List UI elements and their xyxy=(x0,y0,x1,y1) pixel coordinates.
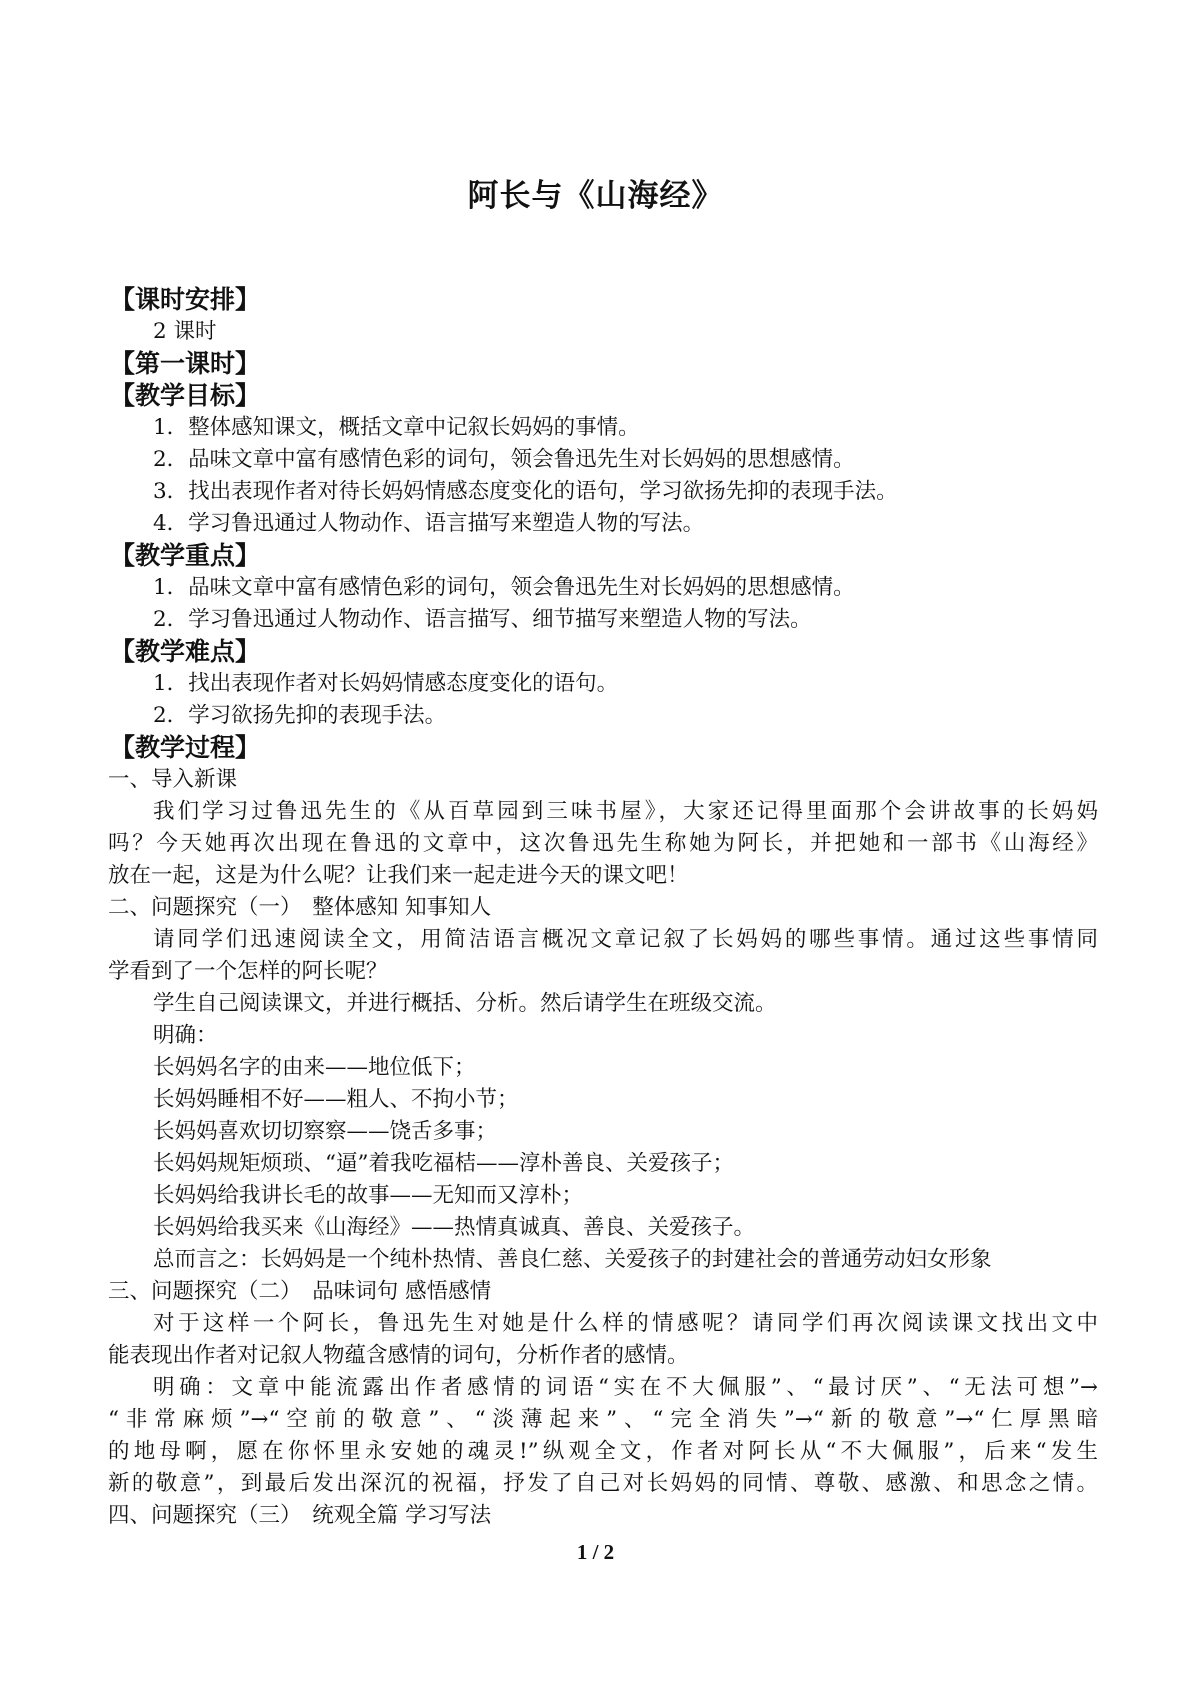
section-heading: 二、问题探究（一） 整体感知 知事知人 xyxy=(108,895,492,920)
goal-item: 2．品味文章中富有感情色彩的词句，领会鲁迅先生对长妈妈的思想感情。 xyxy=(153,447,855,472)
section-heading: 三、问题探究（二） 品味词句 感悟感情 xyxy=(108,1279,492,1304)
difficulty-item: 1．找出表现作者对长妈妈情感态度变化的语句。 xyxy=(153,671,619,696)
section-heading: 一、导入新课 xyxy=(108,767,238,792)
heading-difficulties: 【教学难点】 xyxy=(110,637,261,666)
paragraph-line: 吗？今天她再次出现在鲁迅的文章中，这次鲁迅先生称她为阿长，并把她和一部书《山海经》 xyxy=(108,831,1098,856)
heading-first-lesson: 【第一课时】 xyxy=(110,349,261,378)
heading-schedule: 【课时安排】 xyxy=(110,285,261,314)
paragraph-line: 总而言之：长妈妈是一个纯朴热情、善良仁慈、关爱孩子的封建社会的普通劳动妇女形象 xyxy=(153,1247,992,1272)
paragraph-line: 学看到了一个怎样的阿长呢？ xyxy=(108,959,388,984)
section-heading: 四、问题探究（三） 统观全篇 学习写法 xyxy=(108,1503,492,1528)
goal-item: 3．找出表现作者对待长妈妈情感态度变化的语句，学习欲扬先抑的表现手法。 xyxy=(153,479,898,504)
list-item: 长妈妈规矩烦琐、“逼”着我吃福桔——淳朴善良、关爱孩子； xyxy=(153,1151,734,1176)
list-item: 长妈妈喜欢切切察察——饶舌多事； xyxy=(153,1119,498,1144)
heading-goals: 【教学目标】 xyxy=(110,381,261,410)
heading-process: 【教学过程】 xyxy=(110,733,261,762)
paragraph-line: 明确： xyxy=(153,1023,218,1048)
document-title: 阿长与《山海经》 xyxy=(467,178,724,214)
key-item: 1．品味文章中富有感情色彩的词句，领会鲁迅先生对长妈妈的思想感情。 xyxy=(153,575,855,600)
paragraph: 2 课时 xyxy=(153,319,217,344)
page-number: 1 / 2 xyxy=(576,1540,615,1564)
difficulty-item: 2．学习欲扬先抑的表现手法。 xyxy=(153,703,447,728)
list-item: 长妈妈名字的由来——地位低下； xyxy=(153,1055,476,1080)
paragraph-line: 新的敬意”，到最后发出深沉的祝福，抒发了自己对长妈妈的同情、尊敬、感激、和思念之情。 xyxy=(108,1471,1098,1496)
paragraph-line: 学生自己阅读课文，并进行概括、分析。然后请学生在班级交流。 xyxy=(153,991,777,1016)
heading-key-points: 【教学重点】 xyxy=(110,541,261,570)
paragraph-line: 对于这样一个阿长，鲁迅先生对她是什么样的情感呢？请同学们再次阅读课文找出文中 xyxy=(153,1311,1098,1336)
goal-item: 1．整体感知课文，概括文章中记叙长妈妈的事情。 xyxy=(153,415,640,440)
list-item: 长妈妈睡相不好——粗人、不拘小节； xyxy=(153,1087,519,1112)
paragraph-line: 请同学们迅速阅读全文，用简洁语言概况文章记叙了长妈妈的哪些事情。通过这些事情同 xyxy=(153,927,1098,952)
paragraph-line: 的地母啊，愿在你怀里永安她的魂灵!”纵观全文，作者对阿长从“不大佩服”，后来“发生 xyxy=(108,1439,1098,1464)
goal-item: 4．学习鲁迅通过人物动作、语言描写来塑造人物的写法。 xyxy=(153,511,705,536)
list-item: 长妈妈给我讲长毛的故事——无知而又淳朴； xyxy=(153,1183,584,1208)
list-item: 长妈妈给我买来《山海经》——热情真诚真、善良、关爱孩子。 xyxy=(153,1215,756,1240)
paragraph-line: 明确：文章中能流露出作者感情的词语“实在不大佩服”、“最讨厌”、“无法可想”→ xyxy=(153,1375,1098,1400)
paragraph-line: 能表现出作者对记叙人物蕴含感情的词句，分析作者的感情。 xyxy=(108,1343,689,1368)
paragraph-line: 我们学习过鲁迅先生的《从百草园到三味书屋》，大家还记得里面那个会讲故事的长妈妈 xyxy=(153,799,1098,824)
paragraph-line: “非常麻烦”→“空前的敬意”、“淡薄起来”、“完全消失”→“新的敬意”→“仁厚黑暗 xyxy=(108,1407,1098,1432)
paragraph-line: 放在一起，这是为什么呢？让我们来一起走进今天的课文吧！ xyxy=(108,863,689,888)
document-body xyxy=(108,284,1098,1532)
key-item: 2．学习鲁迅通过人物动作、语言描写、细节描写来塑造人物的写法。 xyxy=(153,607,812,632)
